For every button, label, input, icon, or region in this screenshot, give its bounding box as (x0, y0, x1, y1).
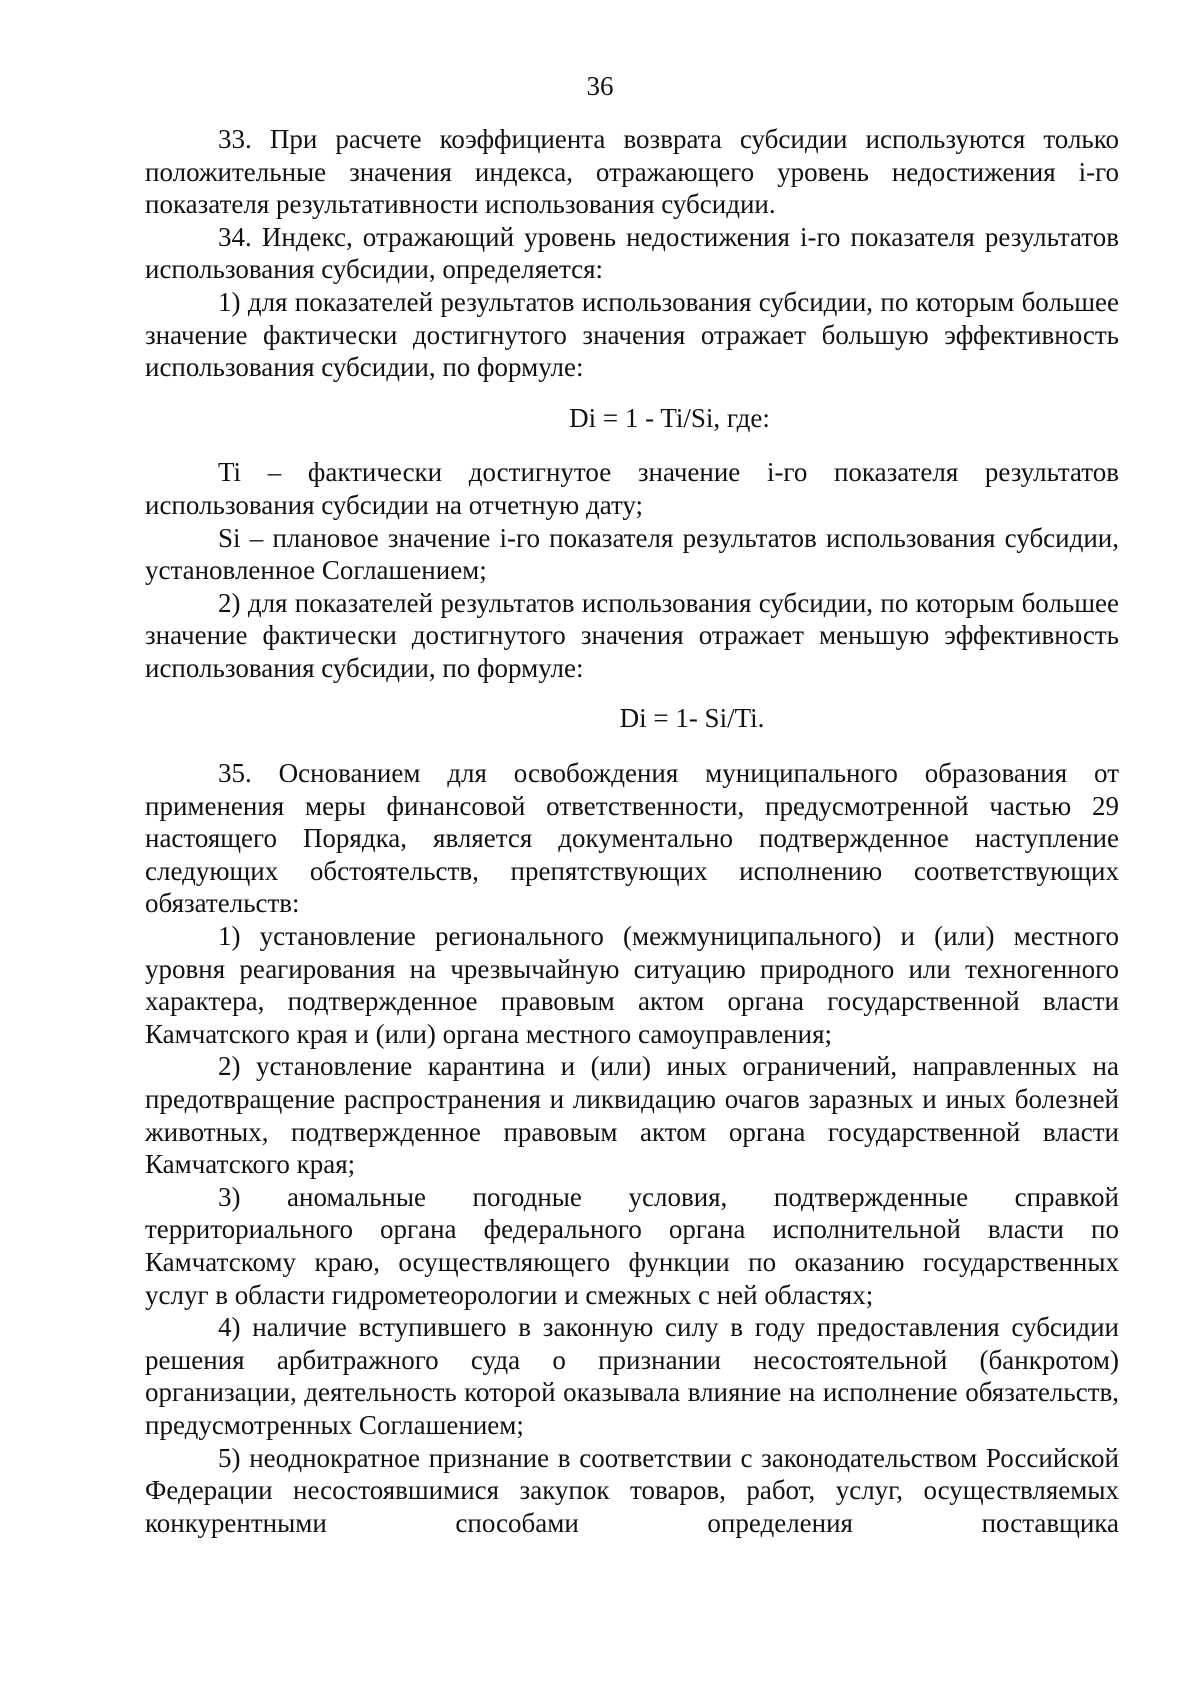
paragraph-35: 35. Основанием для освобождения муниципального образования от применения меры финансовой ответственности, предусмотренной частью 29 настоящего Порядка, является документально подтвержденное наступление следующих обстоятельств, препятствующих исполнению соответствующих обязательств: (145, 758, 1119, 919)
formula-di-1: Di = 1 - Ti/Si, где: (569, 402, 770, 433)
definition-si: Si – плановое значение i-го показателя результатов использования субсидии, установленное Соглашением; (145, 522, 1119, 586)
paragraph-34-item-2: 2) для показателей результатов использования субсидии, по которым большее значение фактически достигнутого значения отражает меньшую эффективность использования субсидии, по формуле: (145, 587, 1119, 683)
formula-di-2: Di = 1- Si/Ti. (619, 702, 765, 733)
paragraph-34-item-1: 1) для показателей результатов использования субсидии, по которым большее значение фактически достигнутого значения отражает большую эффективность использования субсидии, по формуле: (145, 286, 1119, 383)
paragraph-35-item-2: 2) установление карантина и (или) иных ограничений, направленных на предотвращение распространения и ликвидацию очагов заразных и иных болезней животных, подтвержденное правовым актом органа государственной власти Камчатского края; (145, 1051, 1119, 1180)
page-number: 36 (586, 71, 614, 101)
paragraph-34: 34. Индекс, отражающий уровень недостижения i-го показателя результатов использования субсидии, определяется: (145, 221, 1119, 285)
paragraph-35-item-1: 1) установление регионального (межмуниципального) и (или) местного уровня реагирования на чрезвычайную ситуацию природного или техногенного характера, подтвержденное правовым актом органа государственной власти Камчатского края и (или) органа местного самоуправления; (145, 921, 1119, 1049)
paragraph-35-item-4: 4) наличие вступившего в законную силу в году предоставления субсидии решения арбитражного суда о признании несостоятельной (банкротом) организации, деятельность которой оказывала влияние на исполнение обязательств, предусмотренных Соглашением; (145, 1312, 1119, 1440)
paragraph-35-item-3: 3) аномальные погодные условия, подтвержденные справкой территориального органа федерального органа исполнительной власти по Камчатскому краю, осуществляющего функции по оказанию государственных услуг в области гидрометеорологии и смежных с ней областях; (145, 1181, 1119, 1310)
paragraph-33: 33. При расчете коэффициента возврата субсидии используются только положительные значения индекса, отражающего уровень недостижения i-го показателя результативности использования субсидии. (145, 124, 1119, 220)
document-body (145, 123, 1119, 1539)
definition-ti: Ti – фактически достигнутое значение i-го показателя результатов использования субсидии на отчетную дату; (145, 457, 1119, 520)
paragraph-35-item-5: 5) неоднократное признание в соответствии с законодательством Российской Федерации несостоявшимися закупок товаров, работ, услуг, осуществляемых конкурентными способами определения поставщика (145, 1442, 1119, 1538)
